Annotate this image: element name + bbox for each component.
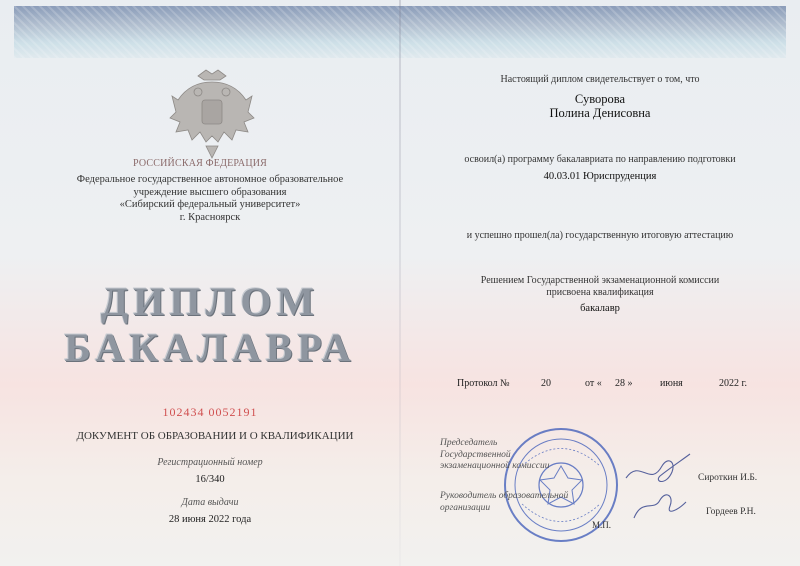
org-line: учреждение высшего образования: [133, 186, 287, 198]
intro-text: Настоящий диплом свидетельствует о том, что: [500, 74, 700, 85]
diploma-title-line2: БАКАЛАВРА: [64, 325, 356, 370]
org-line: Федеральное государственное автономное образовательное: [76, 174, 344, 185]
chair-line: Председатель: [440, 438, 498, 448]
qualification: бакалавр: [580, 303, 620, 314]
chair-line: Государственной: [440, 449, 511, 460]
protocol-label: Протокол №: [457, 378, 510, 389]
protocol-year: 2022 г.: [719, 378, 747, 389]
org-line: «Сибирский федеральный университет»: [119, 199, 301, 210]
diploma-title-line1: ДИПЛОМ: [100, 279, 320, 324]
specialty: 40.03.01 Юриспруденция: [543, 171, 657, 182]
program-text: освоил(а) программу бакалавриата по направлению подготовки: [464, 154, 736, 165]
issuing-organization: [60, 174, 360, 224]
protocol-number: 20: [541, 378, 551, 389]
chair-line: экзаменационной комиссии: [440, 461, 550, 471]
protocol-day: 28 »: [615, 378, 633, 389]
org-line: г. Красноярск: [179, 211, 241, 223]
head-name: Гордеев Р.Н.: [706, 507, 756, 517]
country-name: РОССИЙСКАЯ ФЕДЕРАЦИЯ: [132, 158, 268, 169]
qualification-awarded-text: присвоена квалификация: [546, 287, 654, 298]
commission-decision: Решением Государственной экзаменационной комиссии: [480, 275, 720, 286]
graduate-given-names: Полина Денисовна: [549, 106, 651, 120]
issue-date: 28 июня 2022 года: [168, 514, 252, 525]
commission-chair-label: [440, 438, 580, 473]
chair-name: Сироткин И.Б.: [698, 473, 758, 483]
registration-label: Регистрационный номер: [157, 457, 263, 468]
protocol-date-prefix: от «: [585, 378, 602, 389]
head-line: Руководитель образовательной: [440, 491, 569, 501]
page-fold: [399, 0, 401, 566]
coat-of-arms-icon: [168, 66, 256, 162]
registration-number: 16/340: [195, 474, 225, 485]
organization-head-label: [440, 491, 580, 514]
serial-number: 102434 0052191: [162, 405, 258, 419]
stamp-place-mark: М.П.: [592, 520, 612, 530]
document-type: ДОКУМЕНТ ОБ ОБРАЗОВАНИИ И О КВАЛИФИКАЦИИ: [76, 430, 354, 442]
issue-date-label: Дата выдачи: [181, 497, 239, 508]
signature-icon: [620, 448, 696, 528]
attestation-text: и успешно прошел(ла) государственную итоговую аттестацию: [466, 230, 734, 241]
protocol-month: июня: [660, 378, 683, 389]
graduate-surname: Суворова: [574, 92, 626, 106]
head-line: организации: [440, 502, 491, 513]
